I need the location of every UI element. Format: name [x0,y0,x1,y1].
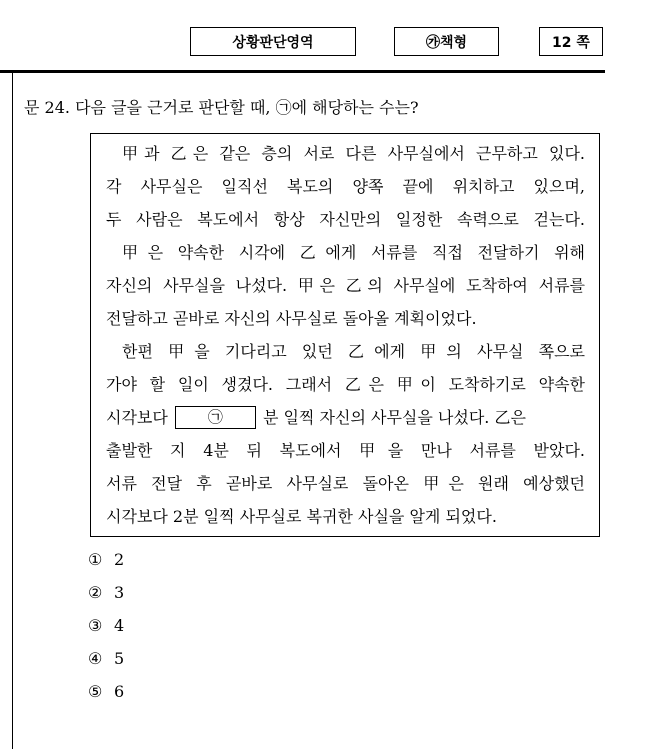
option-3[interactable] [88,609,124,642]
passage-line: 전달하고 곧바로 자신의 사무실로 돌아올 계획이었다. [106,309,477,328]
question-title: 문 24. 다음 글을 근거로 판단할 때, ㉠에 해당하는 수는? [24,98,419,117]
option-5[interactable] [88,675,124,708]
passage-line: 각 사무실은 일직선 복도의 양쪽 끝에 위치하고 있으며, [106,177,585,196]
passage-line-with-blank [106,401,585,434]
option-value: 4 [114,616,125,635]
option-1[interactable] [88,543,124,576]
page-number-box [539,27,603,56]
option-value: 3 [114,583,125,602]
answer-blank: ㉠ [175,406,256,429]
option-value: 6 [114,682,125,701]
option-mark: ⑤ [88,682,103,701]
option-mark: ④ [88,649,103,668]
passage-line: 서류 전달 후 곧바로 사무실로 돌아온 甲은 원래 예상했던 [106,474,585,493]
option-mark: ① [88,550,103,569]
passage-line: 甲과 乙은 같은 층의 서로 다른 사무실에서 근무하고 있다. [122,144,585,163]
option-4[interactable] [88,642,124,675]
passage-text: 시각보다 [106,408,168,427]
passage-text: 분 일찍 자신의 사무실을 나섰다. 乙은 [263,408,526,427]
option-value: 5 [114,649,125,668]
booklet-type-label: ㉮책형 [425,34,468,51]
passage-line: 자신의 사무실을 나섰다. 甲은 乙의 사무실에 도착하여 서류를 [106,276,585,295]
passage-line: 한편 甲을 기다리고 있던 乙에게 甲의 사무실 쪽으로 [122,342,585,361]
passage-line: 시각보다 2분 일찍 사무실로 복귀한 사실을 알게 되었다. [106,507,497,526]
passage-line: 甲은 약속한 시각에 乙에게 서류를 직접 전달하기 위해 [122,243,585,262]
passage-line: 가야 할 일이 생겼다. 그래서 乙은 甲이 도착하기로 약속한 [106,375,585,394]
column-divider [12,73,13,749]
option-mark: ③ [88,616,103,635]
booklet-type-box [394,27,499,56]
option-value: 2 [114,550,125,569]
page-number: 12 쪽 [552,34,590,51]
option-2[interactable] [88,576,124,609]
header-divider [0,70,605,73]
option-mark: ② [88,583,103,602]
section-label-box [190,27,356,56]
section-label: 상황판단영역 [232,34,314,51]
passage-box [90,133,600,537]
answer-options [88,543,124,708]
passage-line: 출발한 지 4분 뒤 복도에서 甲을 만나 서류를 받았다. [106,441,585,460]
passage-line: 두 사람은 복도에서 항상 자신만의 일정한 속력으로 걷는다. [106,210,585,229]
